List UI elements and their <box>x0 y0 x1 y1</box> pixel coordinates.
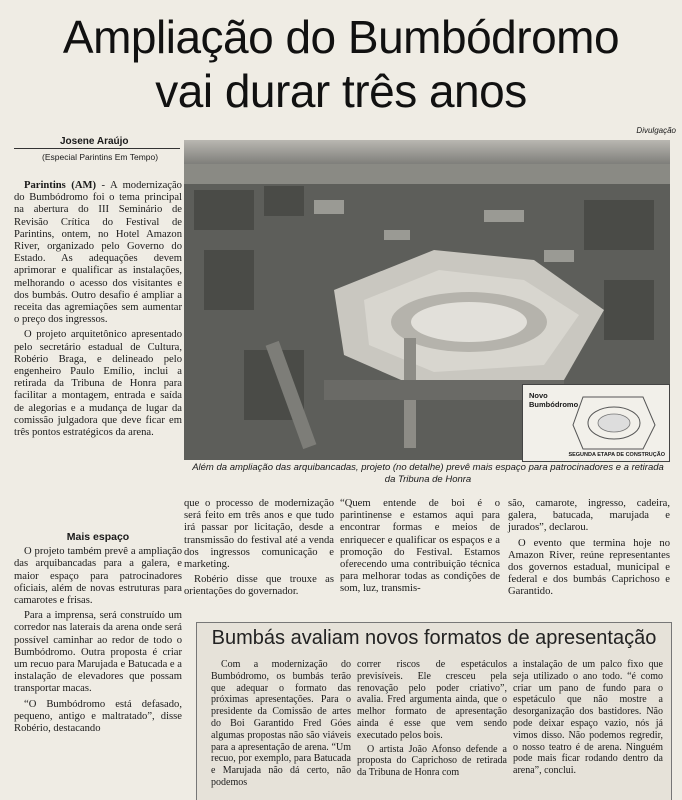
sidebar-paragraph-4: a instalação de um palco fixo que seja utilizado o ano todo. “é como criar um pano de fundo para o espetáculo que não mostre a desorganização dos bastidores. Não pode deixar espaço vazio, nós já vimos disso. Não podemos regredir, o nosso teatro é de arena. Ninguém pode mais ficar rodando dentro da arena”, conclui. <box>513 659 663 777</box>
sidebar-paragraph-2: correr riscos de espetáculos previsíveis. Ele cresceu pela renovação pelo poder criativo”, avalia. Fred argumenta ainda, que o melhor formato de apresentação ainda é esse que vem sendo executado pelos bois. <box>357 659 507 741</box>
inset-footer: SEGUNDA ETAPA DE CONSTRUÇÃO <box>568 452 665 458</box>
paragraph-2: O projeto arquitetônico apresentado pelo secretário estadual de Cultura, Robério Braga, e delineado pelo engenheiro Paulo Emílio, inclui a retirada da Tribuna de Honra para facilitar a montagem, entrada e saída de alegorias e a mudança de lugar da comissão julgadora que deve ficar em três pontos estratégicos da arena. <box>14 329 182 439</box>
byline-affiliation: (Especial Parintins Em Tempo) <box>42 152 159 162</box>
stadium-plan-graphic <box>523 385 669 461</box>
paragraph-4: Para a imprensa, será construído um corredor nas laterais da arena onde será possível caminhar ao redor de todo o Bumbódromo. Outra proposta é criar um recuo para Marujada e Batucada e a instalação de elevadores que possam transportar macas. <box>14 610 182 695</box>
paragraph-1 <box>14 180 182 326</box>
article-column-2 <box>184 498 334 602</box>
sidebar-column-3 <box>513 659 663 779</box>
sidebar-box <box>196 622 672 800</box>
paragraph-c4-1: são, camarote, ingresso, cadeira, galera, batucada, marujada e jurados”, declarou. <box>508 498 670 534</box>
byline-rule <box>14 148 180 149</box>
paragraph-c4-2: O evento que termina hoje no Amazon River, reúne representantes dos governos estadual, municipal e federal e dos bumbás Caprichoso e Garantido. <box>508 537 670 598</box>
dateline: Parintins (AM) <box>24 180 97 191</box>
paragraph-c2-1: que o processo de modernização será feito em três anos e que tudo irá passar por licitação, desde a transmissão do festival até a venda dos ingressos comunicação e marketing. <box>184 498 334 571</box>
paragraph-1-text: - A modernização do Bumbódromo foi o tema principal na abertura do III Seminário de Revisão Crítica do Festival de Parintins, ontem, no Hotel Amazon River, organizado pelo Governo do Estado. As adequações devem aprimorar e qualificar as instalações, melhorando o acesso dos visitantes e dos bumbás. Outro desafio é ampliar a receita das agremiações sem aumentar o preço dos ingressos. <box>14 180 182 326</box>
inset-label-line2: Bumbódromo <box>529 400 579 409</box>
sidebar-column-1 <box>211 659 351 791</box>
sidebar-title: Bumbás avaliam novos formatos de apresentação <box>211 627 657 649</box>
inset-label-line1: Novo <box>529 391 548 400</box>
sidebar-paragraph-1: Com a modernização do Bumbódromo, os bumbás terão que adequar o formato das próximas apresentações. Para o presidente da Comissão de artes do Boi Garantido Fred Góes algumas propostas não são viáveis para a apresentação de arena. “Um recuo, por exemplo, para Batucada e Marujada não dá certo, não podemos <box>211 659 351 788</box>
article-column-1-lower <box>14 531 182 738</box>
headline-line-2: vai durar três anos <box>155 65 527 117</box>
paragraph-c2-2: Robério disse que trouxe as orientações do governador. <box>184 574 334 598</box>
paragraph-c3-1: “Quem entende de boi é o parintinense e estamos aqui para encontrar formas e meios de enriquecer e qualificar os espaços e a promoção do Festival. Estamos oferecendo uma contribuição técnica para melhorar todas as condições de som, luz, transmis- <box>340 498 500 595</box>
paragraph-3: O projeto também prevê a ampliação das arquibancadas para a galera, e maior espaço para patrocinadores oficiais, além de novas estruturas para camarotes e frisas. <box>14 546 182 607</box>
sidebar-paragraph-3: O artista João Afonso defende a proposta do Caprichoso de retirada da Tribuna de Honra com <box>357 743 507 779</box>
inset-stadium-plan <box>522 384 670 462</box>
article-column-4 <box>508 498 670 602</box>
byline-author: Josene Araújo <box>60 136 129 147</box>
sidebar-column-2 <box>357 659 507 781</box>
subhead-mais-espaco: Mais espaço <box>66 531 130 543</box>
headline-line-1: Ampliação do Bumbódromo <box>62 11 620 63</box>
article-column-3 <box>340 498 500 599</box>
photo-credit: Divulgação <box>636 126 676 135</box>
photo-caption: Além da ampliação das arquibancadas, projeto (no detalhe) prevê mais espaço para patrocinadores e a retirada da Tribuna de Honra <box>192 462 664 485</box>
paragraph-5: “O Bumbódromo está defasado, pequeno, antigo e maltratado”, disse Robério, destacando <box>14 698 182 735</box>
article-column-1 <box>14 180 182 442</box>
